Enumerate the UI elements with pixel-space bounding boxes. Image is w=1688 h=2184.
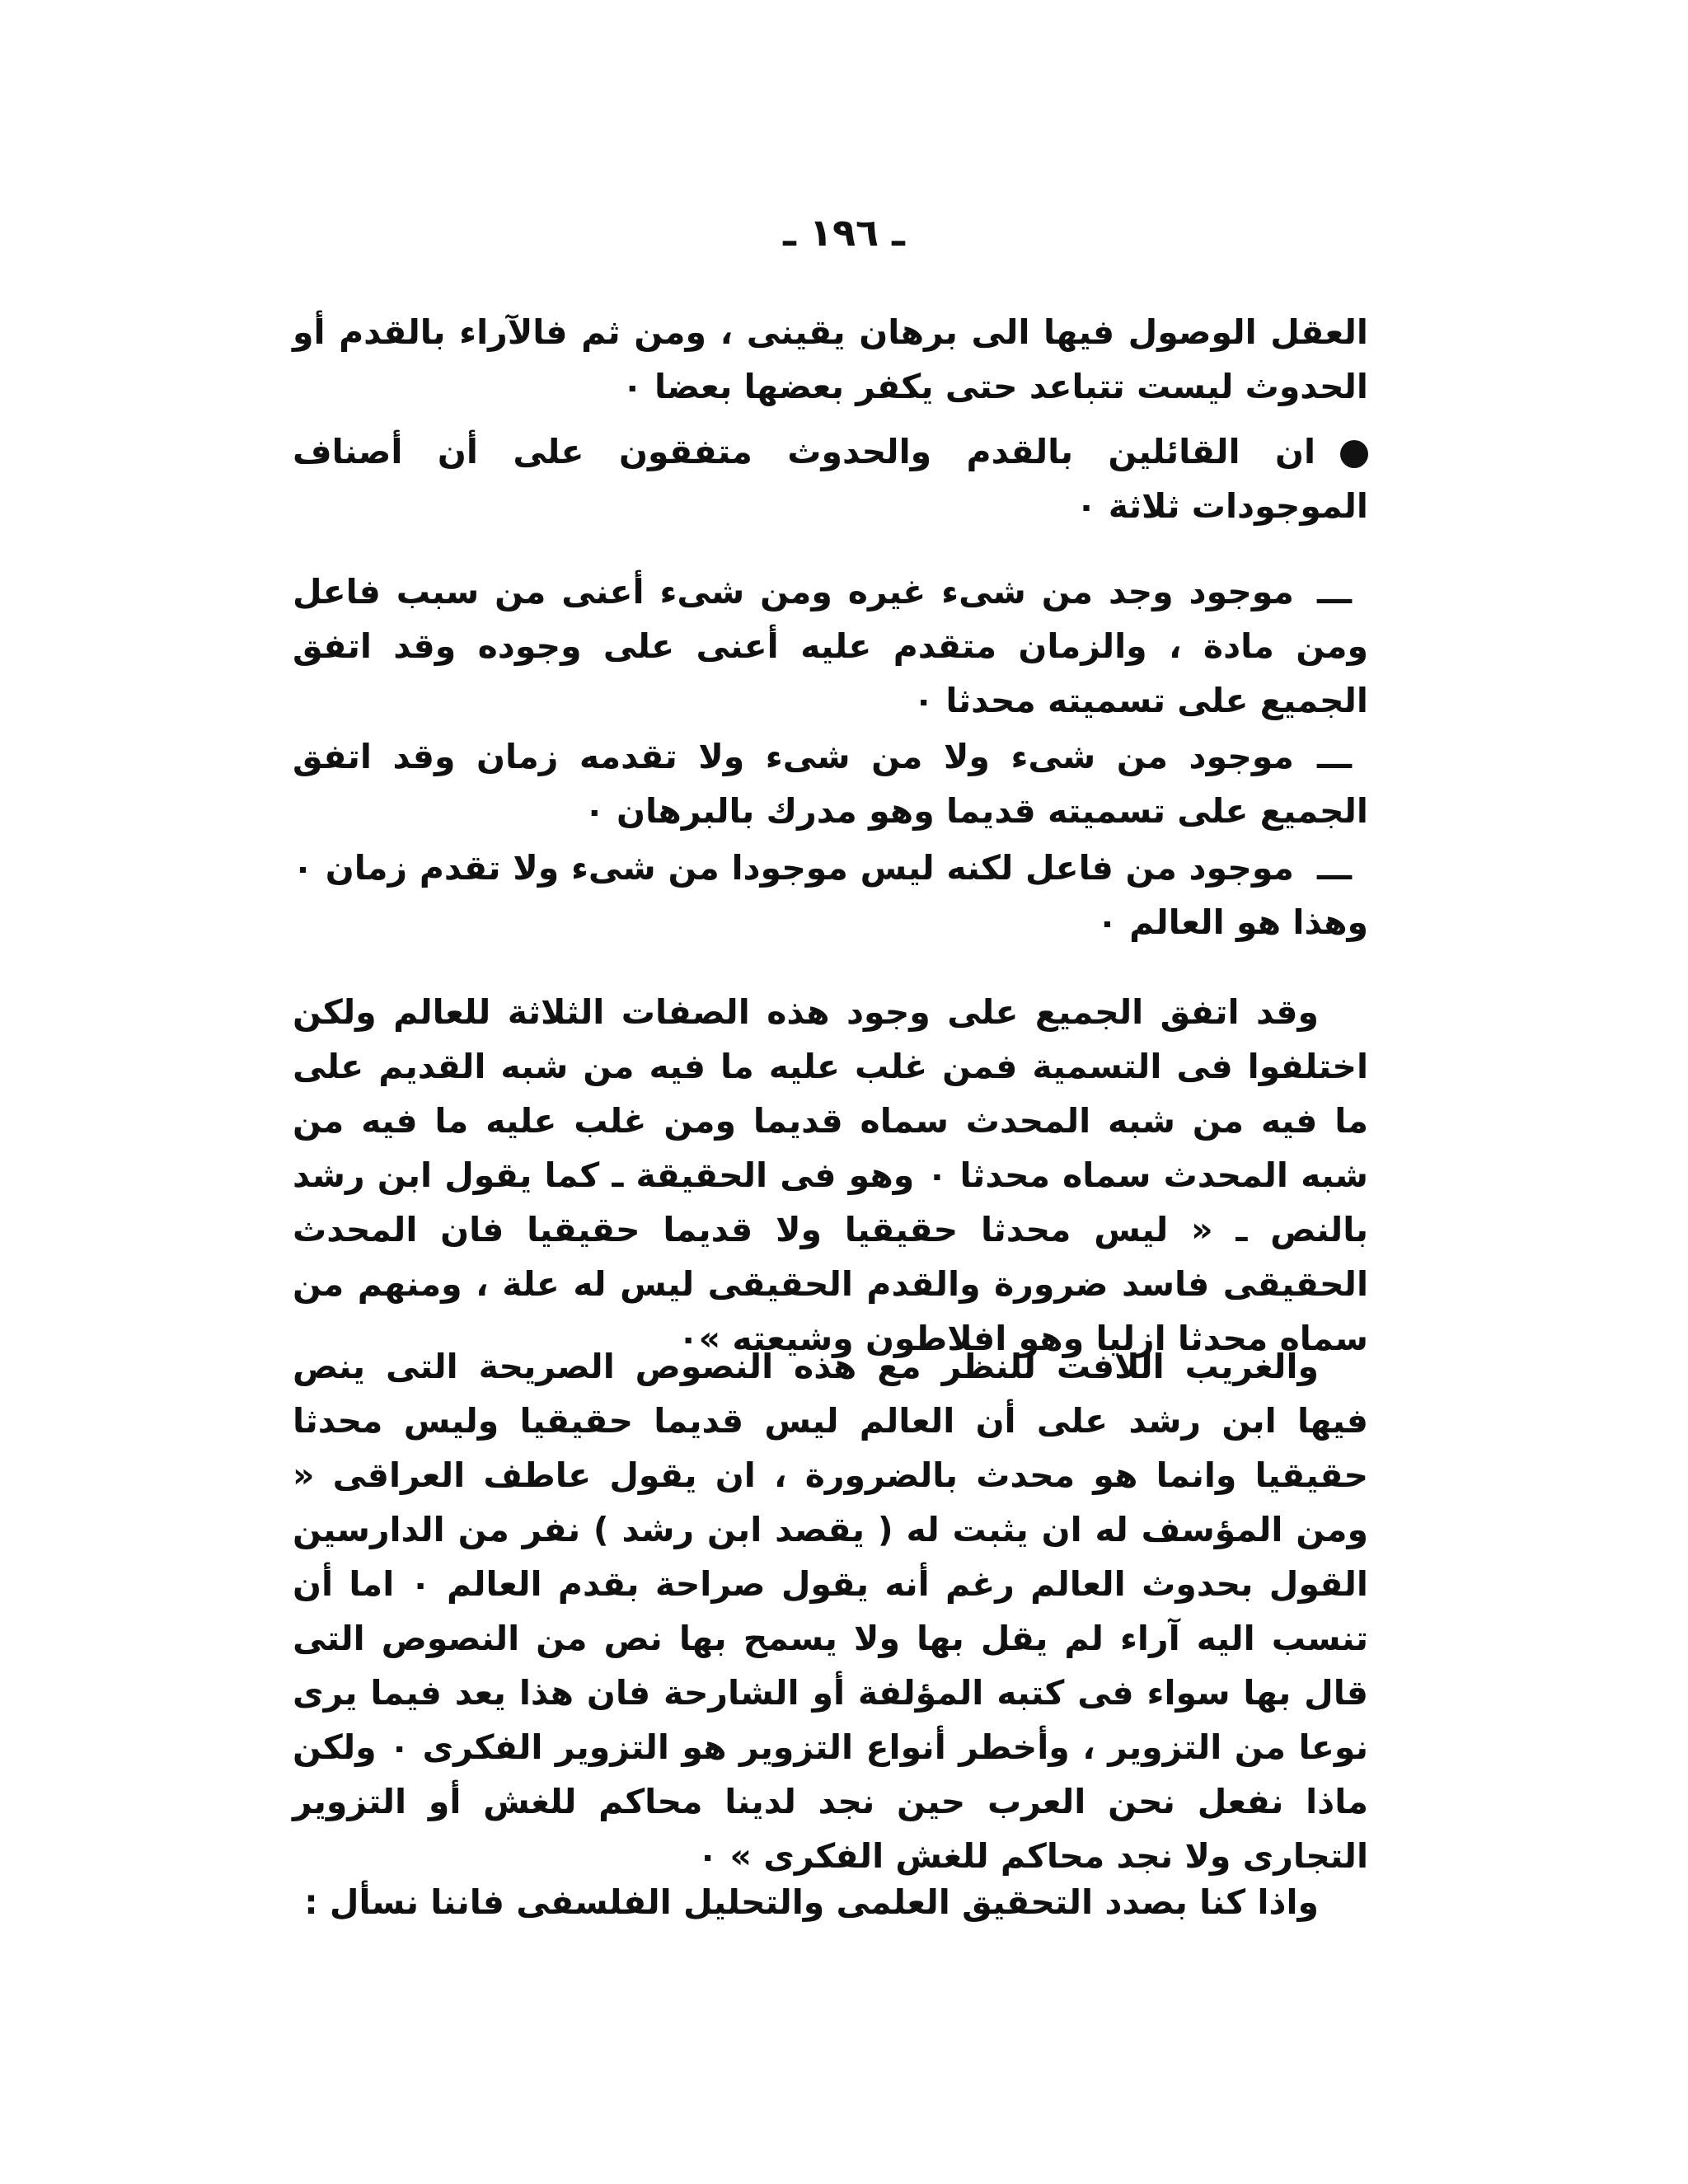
paragraph-continuation: العقل الوصول فيها الى برهان يقينى ، ومن ثم فالآراء بالقدم أو الحدوث ليست تتباعد حتى يكفر بعضها بعضا ٠ bbox=[293, 312, 1368, 406]
bullet-text: ان القائلين بالقدم والحدوث متفقون على أن أصناف الموجودات ثلاثة ٠ bbox=[293, 432, 1368, 526]
page-number: ـ ١٩٦ ـ bbox=[783, 210, 905, 255]
list-item bbox=[293, 841, 1368, 949]
paragraph-body: والغريب اللافت للنظر مع هذه النصوص الصريحة التى ينص فيها ابن رشد على أن العالم ليس قديما حقيقيا وليس محدثا حقيقيا وانما هو محدث بالضرورة ، ان يقول عاطف العراقى « ومن المؤسف له ان يثبت له ( يقصد ابن رشد ) نفر من الدارسين القول بحدوث العالم رغم أنه يقول صراحة بقدم العالم ٠ اما أن تنسب اليه آراء لم يقل بها ولا يسمح بها نص من النصوص التى قال بها سواء فى كتبه المؤلفة أو الشارحة فان هذا يعد فيما يرى نوعا من التزوير ، وأخطر أنواع التزوير هو التزوير الفكرى ٠ ولكن ماذا نفعل نحن العرب حين نجد لدينا محاكم للغش أو التزوير التجارى ولا نجد محاكم للغش الفكرى » ٠ bbox=[293, 1347, 1368, 1876]
dash-marker: ـــ bbox=[1316, 848, 1352, 888]
paragraph-body: وقد اتفق الجميع على وجود هذه الصفات الثلاثة للعالم ولكن اختلفوا فى التسمية فمن غلب عليه ما فيه من شبه القديم على ما فيه من شبه المحدث سماه قديما ومن غلب عليه ما فيه من شبه المحدث سماه محدثا ٠ وهو فى الحقيقة ـ كما يقول ابن رشد بالنص ـ « ليس محدثا حقيقيا ولا قديما حقيقيا فان المحدث الحقيقى فاسد ضرورة والقدم الحقيقى ليس له علة ، ومنهم من سماه محدثا ازليا وهو افلاطون وشيعته »٠ bbox=[293, 992, 1368, 1358]
list-item bbox=[293, 565, 1368, 728]
list-item-text: موجود وجد من شىء غيره ومن شىء أعنى من سبب فاعل ومن مادة ، والزمان متقدم عليه أعنى على وجوده وقد اتفق الجميع على تسميته محدثا ٠ bbox=[293, 572, 1368, 720]
dash-marker: ـــ bbox=[1316, 572, 1352, 612]
bullet-icon bbox=[1340, 440, 1368, 468]
paragraph-bullet bbox=[293, 424, 1368, 533]
list-item bbox=[293, 729, 1368, 838]
list-item-text: موجود من شىء ولا من شىء ولا تقدمه زمان وقد اتفق الجميع على تسميته قديما وهو مدرك بالبرهان ٠ bbox=[293, 737, 1368, 831]
list-item-text: موجود من فاعل لكنه ليس موجودا من شىء ولا تقدم زمان ٠ وهذا هو العالم ٠ bbox=[293, 848, 1368, 942]
dash-marker: ـــ bbox=[1316, 737, 1352, 776]
paragraph-body: واذا كنا بصدد التحقيق العلمى والتحليل الفلسفى فاننا نسأل : bbox=[304, 1882, 1319, 1922]
